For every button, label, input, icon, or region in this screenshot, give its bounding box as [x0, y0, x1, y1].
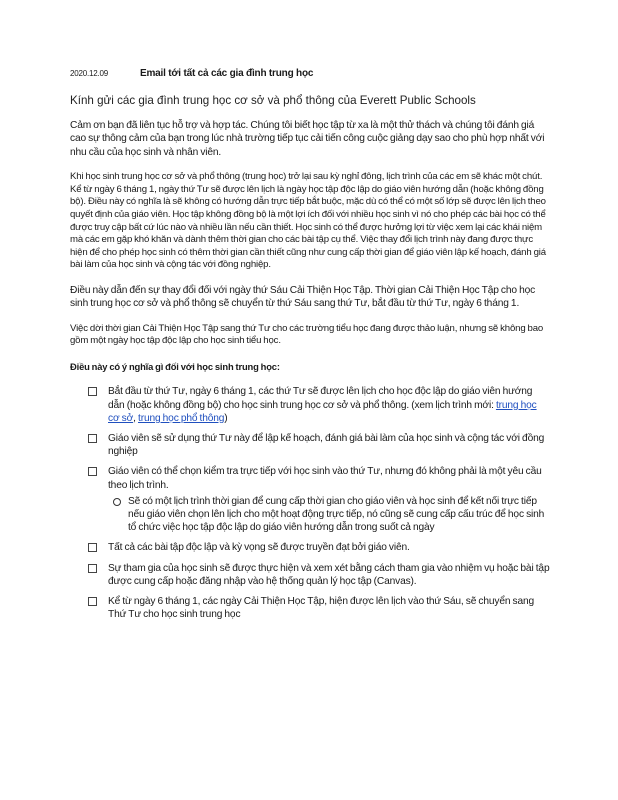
square-bullet-icon — [88, 387, 97, 396]
email-subject: Email tới tất cả các gia đình trung học — [140, 68, 314, 79]
square-bullet-icon — [88, 467, 97, 476]
bullet-text: Sự tham gia của học sinh sẽ được thực hiện và xem xét bằng cách tham gia vào nhiệm vụ hoặc bài tập được cung cấp hoặc đăng nhập vào hệ thống quản lý học tập (Canvas). — [108, 562, 550, 587]
bullet-text: Giáo viên sẽ sử dụng thứ Tư này để lập kế hoạch, đánh giá bài làm của học sinh và cộng tác với đồng nghiệp — [108, 432, 545, 458]
bullet-text: Kể từ ngày 6 tháng 1, các ngày Cải Thiện Học Tập, hiện được lên lịch vào thứ Sáu, sẽ chuyển sang Thứ Tư cho học sinh trung học — [108, 596, 535, 621]
list-item — [70, 465, 550, 534]
paragraph-schedule-change: Khi học sinh trung học cơ sở và phổ thông (trung học) trở lại sau kỳ nghỉ đông, lịch trình của các em sẽ khác một chút. Kể từ ngày 6 tháng 1, ngày thứ Tư sẽ được lên lịch là ngày học tập độc lập do giáo viên hướng dẫn (hoặc không đồng bộ). Điều này có nghĩa là sẽ không có hướng dẫn trực tiếp bắt buộc, mặc dù có thể có một số lớp sẽ được lên lịch theo quyết định của giáo viên. Học tập không đồng bộ là một lợi ích đối với nhiều học sinh vì nó cho phép các bài học có thể được truy cập bất cứ lúc nào và nhiều lần nếu cần thiết. Học sinh có thể được hưởng lợi từ việc xem lại các khái niệm mà các em gặp khó khăn và dành thêm thời gian cho các bài tập cụ thể. Việc thay đổi lịch trình này đang được thực hiện để cho phép học sinh có thêm thời gian cần thiết cũng như cung cấp thời gian để giáo viên lập kế hoạch, đánh giá bài làm của học sinh và cộng tác với đồng nghiệp. — [70, 171, 546, 271]
paragraph-friday-change: Điều này dẫn đến sự thay đổi đối với ngày thứ Sáu Cải Thiện Học Tập. Thời gian Cải Thiện Học Tập cho học sinh trung học cơ sở và phổ thông sẽ chuyển từ thứ Sáu sang thứ Tư, bắt đầu từ thứ Tư, ngày 6 tháng 1. — [70, 284, 536, 310]
bullet-text: Tất cả các bài tập độc lập và kỳ vọng sẽ được truyền đạt bởi giáo viên. — [108, 542, 410, 554]
square-bullet-icon — [88, 543, 97, 552]
bullet-list — [70, 385, 550, 621]
square-bullet-icon — [88, 597, 97, 606]
email-date: 2020.12.09 — [70, 69, 109, 78]
bullets-heading: Điều này có ý nghĩa gì đối với học sinh trung học: — [70, 360, 280, 372]
document-page — [70, 68, 550, 628]
bullet-text: Bắt đầu từ thứ Tư, ngày 6 tháng 1, các thứ Tư sẽ được lên lịch cho học độc lập do giáo viên hướng dẫn (hoặc không đồng bộ) cho học sinh trung học cơ sở và phổ thông. (xem lịch trình mới: — [108, 386, 533, 411]
link-separator: , — [133, 412, 139, 424]
square-bullet-icon — [88, 564, 97, 573]
greeting: Kính gửi các gia đình trung học cơ sở và phổ thông của Everett Public Schools — [70, 94, 476, 107]
paragraph-thanks: Cảm ơn bạn đã liên tục hỗ trợ và hợp tác. Chúng tôi biết học tập từ xa là một thử thách và chúng tôi đánh giá cao sự thông cảm của bạn trong lúc nhà trường tiếp tục cải tiến công cuộc giảng dạy sao cho phù hợp nhất với nhu cầu của học sinh và nhân viên. — [70, 120, 545, 158]
bullet-text: Giáo viên có thể chọn kiểm tra trực tiếp với học sinh vào thứ Tư, nhưng đó không phải là một yêu cầu theo lịch trình. — [108, 466, 542, 491]
sub-bullet-list — [108, 495, 550, 535]
high-school-schedule-link[interactable]: trung học phổ thông — [138, 412, 225, 424]
sub-bullet-text: Sẽ có một lịch trình thời gian để cung cấp thời gian cho giáo viên và học sinh để kết nối trực tiếp nếu giáo viên chọn lên lịch cho một hoạt động trực tiếp, nó cũng sẽ cung cấp cấu trúc để học sinh tổ chức việc học tập độc lập do giáo viên hướng dẫn trong suốt cả ngày — [128, 495, 545, 534]
square-bullet-icon — [88, 434, 97, 443]
email-header — [70, 68, 550, 79]
list-item — [70, 541, 550, 554]
list-item — [70, 595, 550, 621]
middle-school-schedule-link[interactable]: trung học cơ sở — [108, 399, 537, 424]
list-item — [70, 432, 550, 458]
sub-list-item — [108, 495, 550, 535]
circle-bullet-icon — [113, 498, 121, 506]
bullet-text-end: ) — [224, 412, 228, 424]
paragraph-elementary: Việc dời thời gian Cải Thiện Học Tập sang thứ Tư cho các trường tiểu học đang được thảo luận, nhưng sẽ không bao gồm một ngày học tập độc lập cho học sinh tiểu học. — [70, 322, 544, 347]
list-item — [70, 562, 550, 588]
list-item — [70, 385, 550, 425]
